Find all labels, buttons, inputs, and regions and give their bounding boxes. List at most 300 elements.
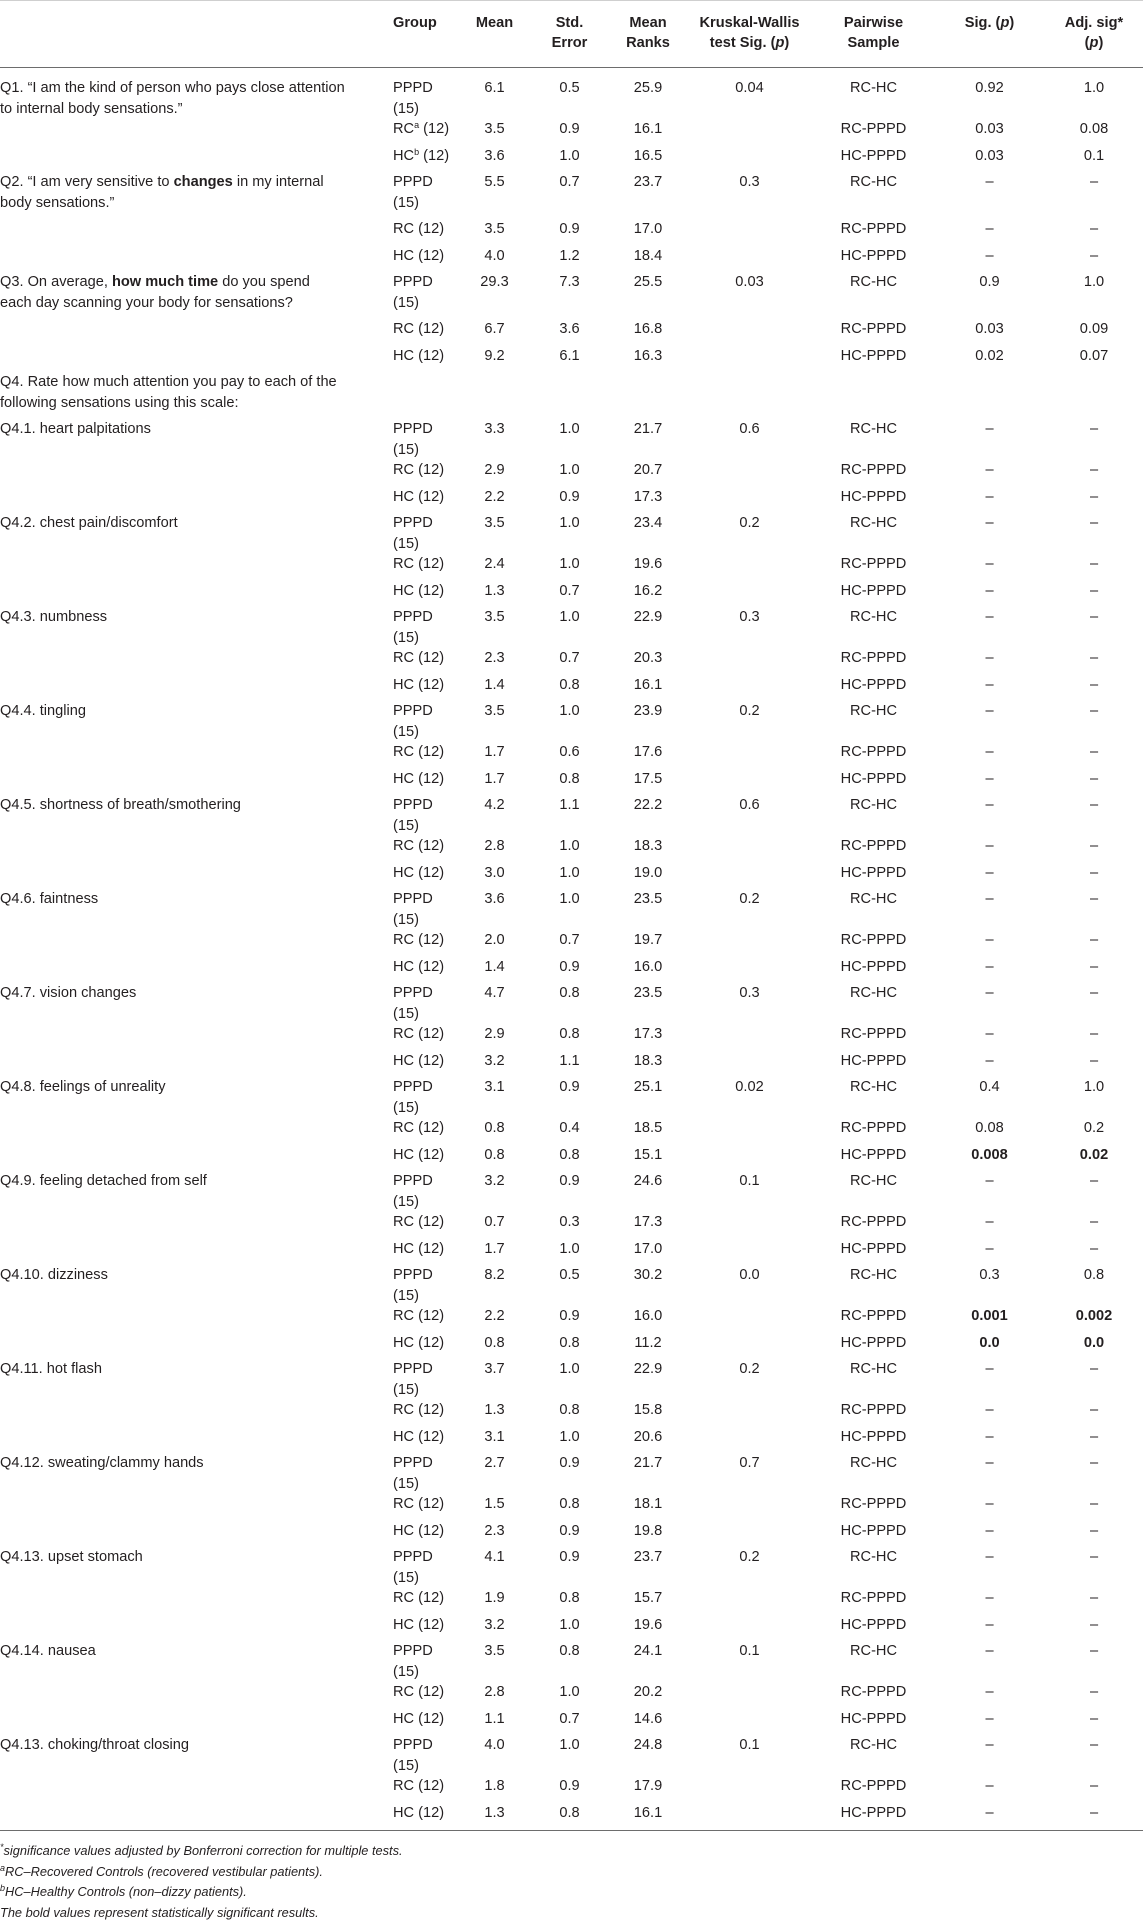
group-cell: HC (12)	[393, 770, 445, 787]
group-cell: HC (12)	[393, 1522, 445, 1539]
sig-cell: –	[985, 891, 994, 907]
question-label-empty	[0, 146, 357, 173]
adj-sig-cell: –	[1089, 770, 1099, 787]
mean-rank-cell: 24.6	[633, 1173, 663, 1189]
mean-cell: 3.5	[484, 121, 505, 137]
mean-cell: 0.7	[484, 1214, 505, 1230]
adj-sig-cell: –	[1089, 838, 1099, 854]
footnote-line	[0, 1841, 1143, 1862]
adj-sig-cell: –	[1089, 744, 1099, 760]
pairwise-cell: HC-PPPD	[840, 1710, 907, 1727]
std-error-cell: 0.9	[559, 958, 580, 975]
kw-sig-cell	[686, 460, 813, 487]
mean-cell: 1.7	[484, 1240, 505, 1257]
mean-rank-cell: 16.1	[633, 676, 663, 693]
mean-rank-cell: 15.7	[633, 1590, 663, 1606]
mean-cell: 8.2	[484, 1267, 505, 1283]
std-error-cell: 1.1	[559, 1052, 580, 1069]
adj-sig-cell: 1.0	[1083, 1079, 1105, 1095]
footnote-mark: a	[0, 1862, 6, 1873]
mean-rank-cell: 25.9	[633, 80, 663, 96]
pairwise-cell: RC-PPPD	[840, 1308, 907, 1324]
header-mean-ranks-line2: Ranks	[626, 35, 670, 51]
item-label-empty	[0, 460, 357, 487]
kw-sig-cell	[686, 246, 813, 273]
pairwise-cell: RC-HC	[849, 609, 898, 625]
sig-cell: 0.92	[975, 80, 1004, 96]
item-label-empty	[0, 1494, 357, 1521]
header-group: Group	[393, 15, 437, 31]
mean-cell: 1.3	[484, 1804, 505, 1821]
group-cell: RC (12)	[393, 838, 445, 854]
adj-sig-cell: –	[1089, 421, 1099, 437]
item-label-empty	[0, 863, 357, 890]
mean-rank-cell: 15.8	[633, 1402, 663, 1418]
mean-rank-cell: 23.5	[633, 891, 663, 907]
mean-cell: 3.2	[484, 1173, 505, 1189]
std-error-cell: 0.9	[559, 1549, 580, 1565]
mean-cell: 2.8	[484, 838, 505, 854]
std-error-cell: 0.9	[559, 1308, 580, 1324]
std-error-cell: 0.9	[559, 488, 580, 505]
group-cell: PPPD (15)	[393, 80, 433, 117]
adj-sig-cell: –	[1089, 1778, 1099, 1794]
footnote-line	[0, 1882, 1143, 1903]
pairwise-cell: RC-PPPD	[840, 121, 907, 137]
sig-cell: –	[985, 703, 994, 719]
group-cell: RC (12)	[393, 744, 445, 760]
sig-cell: 0.3	[979, 1267, 1000, 1283]
std-error-cell: 0.9	[559, 1079, 580, 1095]
sig-cell: –	[985, 1173, 994, 1189]
header-kruskal-wallis	[686, 1, 813, 68]
std-error-cell: 0.8	[559, 770, 580, 787]
header-kw-line1: Kruskal-Wallis	[699, 15, 800, 31]
adj-sig-cell: –	[1089, 1737, 1099, 1753]
table-row	[0, 346, 1143, 373]
std-error-cell: 0.8	[559, 1026, 580, 1042]
pairwise-cell: RC-PPPD	[840, 462, 907, 478]
table-row	[0, 1400, 1143, 1427]
std-error-cell: 1.0	[559, 1737, 580, 1753]
item-label: Q4.3. numbness	[0, 609, 108, 625]
pairwise-cell: RC-PPPD	[840, 932, 907, 948]
adj-sig-cell: –	[1089, 1214, 1099, 1230]
table-row	[0, 889, 1143, 930]
pairwise-cell: RC-HC	[849, 703, 898, 719]
adj-sig-cell: –	[1089, 650, 1099, 666]
footnote-text: HC–Healthy Controls (non–dizzy patients).	[5, 1884, 247, 1900]
question-text: Q2. “I am very sensitive to	[0, 174, 174, 190]
adj-sig-cell: –	[1089, 1710, 1099, 1727]
std-error-cell: 0.3	[559, 1214, 580, 1230]
pairwise-cell: RC-PPPD	[840, 1402, 907, 1418]
mean-rank-cell: 18.3	[633, 838, 663, 854]
footnote-text: RC–Recovered Controls (recovered vestibular patients).	[5, 1863, 323, 1879]
std-error-cell: 0.8	[559, 1590, 580, 1606]
group-cell	[357, 119, 460, 146]
footnote-mark: b	[0, 1883, 6, 1894]
std-error-cell: 0.8	[559, 1496, 580, 1512]
adj-sig-cell: –	[1089, 1026, 1099, 1042]
kw-sig-cell	[686, 1118, 813, 1145]
mean-cell: 2.2	[484, 1308, 505, 1324]
std-error-cell: 1.0	[559, 556, 580, 572]
pairwise-cell: RC-HC	[849, 1737, 898, 1753]
item-label-empty	[0, 1427, 357, 1454]
group-cell: PPPD (15)	[393, 174, 433, 211]
group-cell: PPPD (15)	[393, 1737, 433, 1774]
pairwise-cell: RC-PPPD	[840, 1214, 907, 1230]
sig-cell: –	[985, 247, 994, 264]
adj-sig-cell: –	[1089, 932, 1099, 948]
sig-cell: 0.008	[971, 1146, 1008, 1163]
kw-sig-cell: 0.1	[739, 1173, 760, 1189]
group-cell: RC (12)	[393, 1684, 445, 1700]
mean-rank-cell: 16.0	[633, 1308, 663, 1324]
sig-cell: –	[985, 1684, 994, 1700]
group-name: HC	[393, 147, 415, 164]
table-row	[0, 983, 1143, 1024]
group-cell: RC (12)	[393, 650, 445, 666]
adj-sig-cell: –	[1089, 1240, 1099, 1257]
std-error-cell: 0.5	[559, 1267, 580, 1283]
kw-sig-cell	[686, 1427, 813, 1454]
table-row	[0, 1359, 1143, 1400]
sig-cell: –	[985, 1455, 994, 1471]
item-label-empty	[0, 1024, 357, 1051]
mean-cell: 1.4	[484, 676, 505, 693]
item-label-empty	[0, 1118, 357, 1145]
adj-sig-cell: –	[1089, 1361, 1099, 1377]
adj-sig-cell: –	[1089, 864, 1099, 881]
sig-cell: –	[985, 1737, 994, 1753]
item-label-empty	[0, 1776, 357, 1803]
group-cell: HC (12)	[393, 582, 445, 599]
kw-sig-cell	[686, 1051, 813, 1078]
mean-rank-cell: 16.2	[633, 582, 663, 599]
header-mean-ranks-line1: Mean	[629, 15, 667, 31]
adj-sig-cell: –	[1089, 1402, 1099, 1418]
table-row	[0, 1453, 1143, 1494]
pairwise-cell: RC-HC	[849, 1361, 898, 1377]
table-row	[0, 1615, 1143, 1642]
mean-cell: 2.3	[484, 650, 505, 666]
mean-cell: 3.1	[484, 1079, 505, 1095]
table-row	[0, 1588, 1143, 1615]
table-row	[0, 119, 1143, 146]
sig-cell: –	[985, 864, 994, 881]
sig-cell: –	[985, 1778, 994, 1794]
mean-cell: 1.3	[484, 1402, 505, 1418]
mean-cell: 3.3	[484, 421, 505, 437]
kw-sig-cell	[686, 1306, 813, 1333]
sig-cell: –	[985, 650, 994, 666]
sig-cell: –	[985, 932, 994, 948]
question-label-empty	[0, 319, 357, 346]
mean-cell: 1.4	[484, 958, 505, 975]
mean-rank-cell: 17.0	[633, 221, 663, 237]
kw-sig-cell: 0.1	[739, 1643, 760, 1659]
table-row	[0, 246, 1143, 273]
table-row	[0, 1709, 1143, 1736]
mean-cell: 1.5	[484, 1496, 505, 1512]
sig-cell: –	[985, 609, 994, 625]
header-blank	[0, 1, 357, 68]
group-cell: HC (12)	[393, 347, 445, 364]
pairwise-cell: RC-HC	[849, 1079, 898, 1095]
std-error-cell: 1.0	[559, 515, 580, 531]
kw-sig-cell	[686, 1494, 813, 1521]
mean-rank-cell: 17.0	[633, 1240, 663, 1257]
mean-rank-cell: 20.2	[633, 1684, 663, 1700]
pairwise-cell: HC-PPPD	[840, 1616, 907, 1633]
item-label-empty	[0, 554, 357, 581]
group-cell: HC (12)	[393, 676, 445, 693]
group-cell: PPPD (15)	[393, 609, 433, 646]
pairwise-cell: HC-PPPD	[840, 1240, 907, 1257]
std-error-cell: 0.9	[559, 1455, 580, 1471]
sig-cell: –	[985, 1643, 994, 1659]
item-label: Q4.9. feeling detached from self	[0, 1173, 207, 1189]
group-cell: RC (12)	[393, 1778, 445, 1794]
sig-cell: –	[985, 221, 994, 237]
adj-sig-cell: 0.02	[1079, 1146, 1109, 1163]
kw-sig-cell	[686, 957, 813, 984]
pairwise-cell: HC-PPPD	[840, 147, 907, 164]
adj-sig-cell: –	[1089, 1616, 1099, 1633]
mean-cell: 1.7	[484, 744, 505, 760]
mean-rank-cell: 24.8	[633, 1737, 663, 1753]
sig-cell: –	[985, 797, 994, 813]
mean-cell: 1.7	[484, 770, 505, 787]
item-label-empty	[0, 1803, 357, 1831]
table-row	[0, 1333, 1143, 1360]
adj-sig-cell: 1.0	[1083, 274, 1105, 290]
table-row	[0, 1239, 1143, 1266]
mean-cell: 29.3	[480, 274, 509, 290]
mean-rank-cell: 19.6	[633, 556, 663, 572]
item-label-empty	[0, 930, 357, 957]
sig-cell: –	[985, 1361, 994, 1377]
std-error-cell: 1.0	[559, 1361, 580, 1377]
mean-rank-cell: 20.3	[633, 650, 663, 666]
pairwise-cell: HC-PPPD	[840, 1522, 907, 1539]
adj-sig-cell: –	[1089, 609, 1099, 625]
mean-rank-cell: 21.7	[633, 421, 663, 437]
pairwise-cell: RC-HC	[849, 891, 898, 907]
pairwise-cell: RC-HC	[849, 797, 898, 813]
mean-rank-cell: 19.8	[633, 1522, 663, 1539]
mean-rank-cell: 22.9	[633, 1361, 663, 1377]
adj-sig-cell: –	[1089, 891, 1099, 907]
mean-rank-cell: 18.4	[633, 247, 663, 264]
mean-rank-cell: 19.7	[633, 932, 663, 948]
std-error-cell: 1.0	[559, 1684, 580, 1700]
sig-cell: –	[985, 556, 994, 572]
kw-sig-cell: 0.2	[739, 1549, 760, 1565]
sig-cell: –	[985, 1496, 994, 1512]
adj-sig-cell: –	[1089, 1522, 1099, 1539]
kw-sig-cell	[686, 219, 813, 246]
sig-cell: –	[985, 1710, 994, 1727]
mean-cell: 4.0	[484, 247, 505, 264]
kw-sig-cell	[686, 146, 813, 173]
mean-rank-cell: 23.4	[633, 515, 663, 531]
item-label: Q4.1. heart palpitations	[0, 421, 151, 437]
kw-sig-cell	[686, 1145, 813, 1172]
std-error-cell: 1.0	[559, 891, 580, 907]
item-label-empty	[0, 1400, 357, 1427]
group-cell: PPPD (15)	[393, 1361, 433, 1398]
mean-cell: 1.8	[484, 1778, 505, 1794]
table-row	[0, 68, 1143, 120]
kw-sig-cell	[686, 1239, 813, 1266]
kw-sig-cell	[686, 1521, 813, 1548]
mean-rank-cell: 25.5	[633, 274, 663, 290]
adj-sig-cell: –	[1089, 1455, 1099, 1471]
std-error-cell: 1.0	[559, 462, 580, 478]
question-label: Q4. Rate how much attention you pay to each of the following sensations using this scale:	[0, 374, 337, 411]
group-cell: PPPD (15)	[393, 891, 433, 928]
table-row	[0, 1547, 1143, 1588]
footnote-line	[0, 1862, 1143, 1883]
kw-sig-cell: 0.6	[739, 797, 760, 813]
table-row	[0, 1051, 1143, 1078]
kw-sig-cell: 0.0	[739, 1267, 760, 1283]
sig-cell: –	[985, 744, 994, 760]
adj-sig-cell: –	[1089, 1804, 1099, 1821]
table-row	[0, 648, 1143, 675]
mean-cell: 3.1	[484, 1428, 505, 1445]
item-label-empty	[0, 1051, 357, 1078]
kw-sig-cell	[686, 581, 813, 608]
table-row	[0, 1024, 1143, 1051]
std-error-cell: 1.0	[559, 147, 580, 164]
pairwise-cell: RC-HC	[849, 1267, 898, 1283]
header-kw-close: )	[784, 35, 790, 51]
mean-cell: 2.2	[484, 488, 505, 505]
kw-sig-cell: 0.3	[739, 174, 760, 190]
table-row	[0, 372, 1143, 419]
pairwise-cell: RC-PPPD	[840, 321, 907, 337]
adj-sig-cell: –	[1089, 1428, 1099, 1445]
table-body	[0, 68, 1143, 1831]
sig-cell: 0.02	[975, 347, 1004, 364]
question-emphasis: changes	[173, 174, 233, 190]
pairwise-cell: HC-PPPD	[840, 488, 907, 505]
item-label: Q4.2. chest pain/discomfort	[0, 515, 178, 531]
std-error-cell: 0.7	[559, 174, 580, 190]
group-cell: PPPD (15)	[393, 421, 433, 458]
pairwise-cell: RC-HC	[849, 274, 898, 290]
pairwise-cell: RC-HC	[849, 515, 898, 531]
std-error-cell: 0.9	[559, 221, 580, 237]
std-error-cell: 0.8	[559, 1334, 580, 1351]
table-row	[0, 1776, 1143, 1803]
group-name: RC	[393, 121, 415, 137]
item-label-empty	[0, 836, 357, 863]
table-row	[0, 1427, 1143, 1454]
mean-rank-cell: 19.0	[633, 864, 663, 881]
question-label-empty	[0, 119, 357, 146]
kw-sig-cell: 0.6	[739, 421, 760, 437]
question-label-empty	[0, 219, 357, 246]
mean-rank-cell: 17.9	[633, 1778, 663, 1794]
mean-rank-cell: 23.7	[633, 1549, 663, 1565]
kw-sig-cell: 0.2	[739, 891, 760, 907]
group-count: (12)	[419, 147, 450, 164]
pairwise-cell: HC-PPPD	[840, 1146, 907, 1163]
mean-cell: 3.5	[484, 1643, 505, 1659]
sig-cell: –	[985, 1402, 994, 1418]
mean-cell: 1.3	[484, 582, 505, 599]
mean-rank-cell: 22.9	[633, 609, 663, 625]
group-cell	[357, 146, 460, 173]
adj-sig-cell: –	[1089, 488, 1099, 505]
table-row	[0, 1521, 1143, 1548]
kw-sig-cell: 0.1	[739, 1737, 760, 1753]
question-label: Q1. “I am the kind of person who pays close attention to internal body sensations.”	[0, 80, 345, 117]
mean-cell: 2.8	[484, 1684, 505, 1700]
mean-cell: 9.2	[484, 347, 505, 364]
pairwise-cell: RC-HC	[849, 1455, 898, 1471]
std-error-cell: 0.8	[559, 1146, 580, 1163]
kw-sig-cell	[686, 554, 813, 581]
kw-sig-cell	[686, 1212, 813, 1239]
sig-cell: 0.03	[975, 147, 1004, 164]
std-error-cell: 1.0	[559, 609, 580, 625]
pairwise-cell: RC-PPPD	[840, 221, 907, 237]
item-label: Q4.13. upset stomach	[0, 1549, 143, 1565]
adj-sig-cell: –	[1089, 1496, 1099, 1512]
adj-sig-cell: 0.8	[1083, 1267, 1105, 1283]
group-cell: HC (12)	[393, 864, 445, 881]
pairwise-cell: HC-PPPD	[840, 676, 907, 693]
item-label: Q4.14. nausea	[0, 1643, 96, 1659]
mean-cell: 5.5	[484, 174, 505, 190]
std-error-cell: 1.0	[559, 703, 580, 719]
kw-sig-cell	[686, 119, 813, 146]
question-emphasis: how much time	[111, 274, 219, 290]
table-footnotes	[0, 1831, 1143, 1923]
table-row	[0, 513, 1143, 554]
kw-sig-cell	[686, 1024, 813, 1051]
kw-sig-cell: 0.2	[739, 703, 760, 719]
pairwise-cell: HC-PPPD	[840, 1804, 907, 1821]
std-error-cell: 0.7	[559, 932, 580, 948]
mean-cell: 4.1	[484, 1549, 505, 1565]
kw-sig-cell	[686, 930, 813, 957]
pairwise-cell: RC-PPPD	[840, 744, 907, 760]
std-error-cell: 1.0	[559, 864, 580, 881]
table-row	[0, 701, 1143, 742]
mean-rank-cell: 18.5	[633, 1120, 663, 1136]
group-cell: PPPD (15)	[393, 274, 433, 311]
header-adj-open: (	[1084, 35, 1090, 51]
sig-cell: –	[985, 1804, 994, 1821]
pairwise-cell: HC-PPPD	[840, 958, 907, 975]
table-row	[0, 1171, 1143, 1212]
adj-sig-cell: 0.08	[1079, 121, 1109, 137]
mean-cell: 2.9	[484, 1026, 505, 1042]
table-row	[0, 1077, 1143, 1118]
table-row	[0, 1735, 1143, 1776]
group-cell: RC (12)	[393, 321, 445, 337]
adj-sig-cell: –	[1089, 556, 1099, 572]
mean-cell: 0.8	[484, 1120, 505, 1136]
mean-rank-cell: 16.0	[633, 958, 663, 975]
